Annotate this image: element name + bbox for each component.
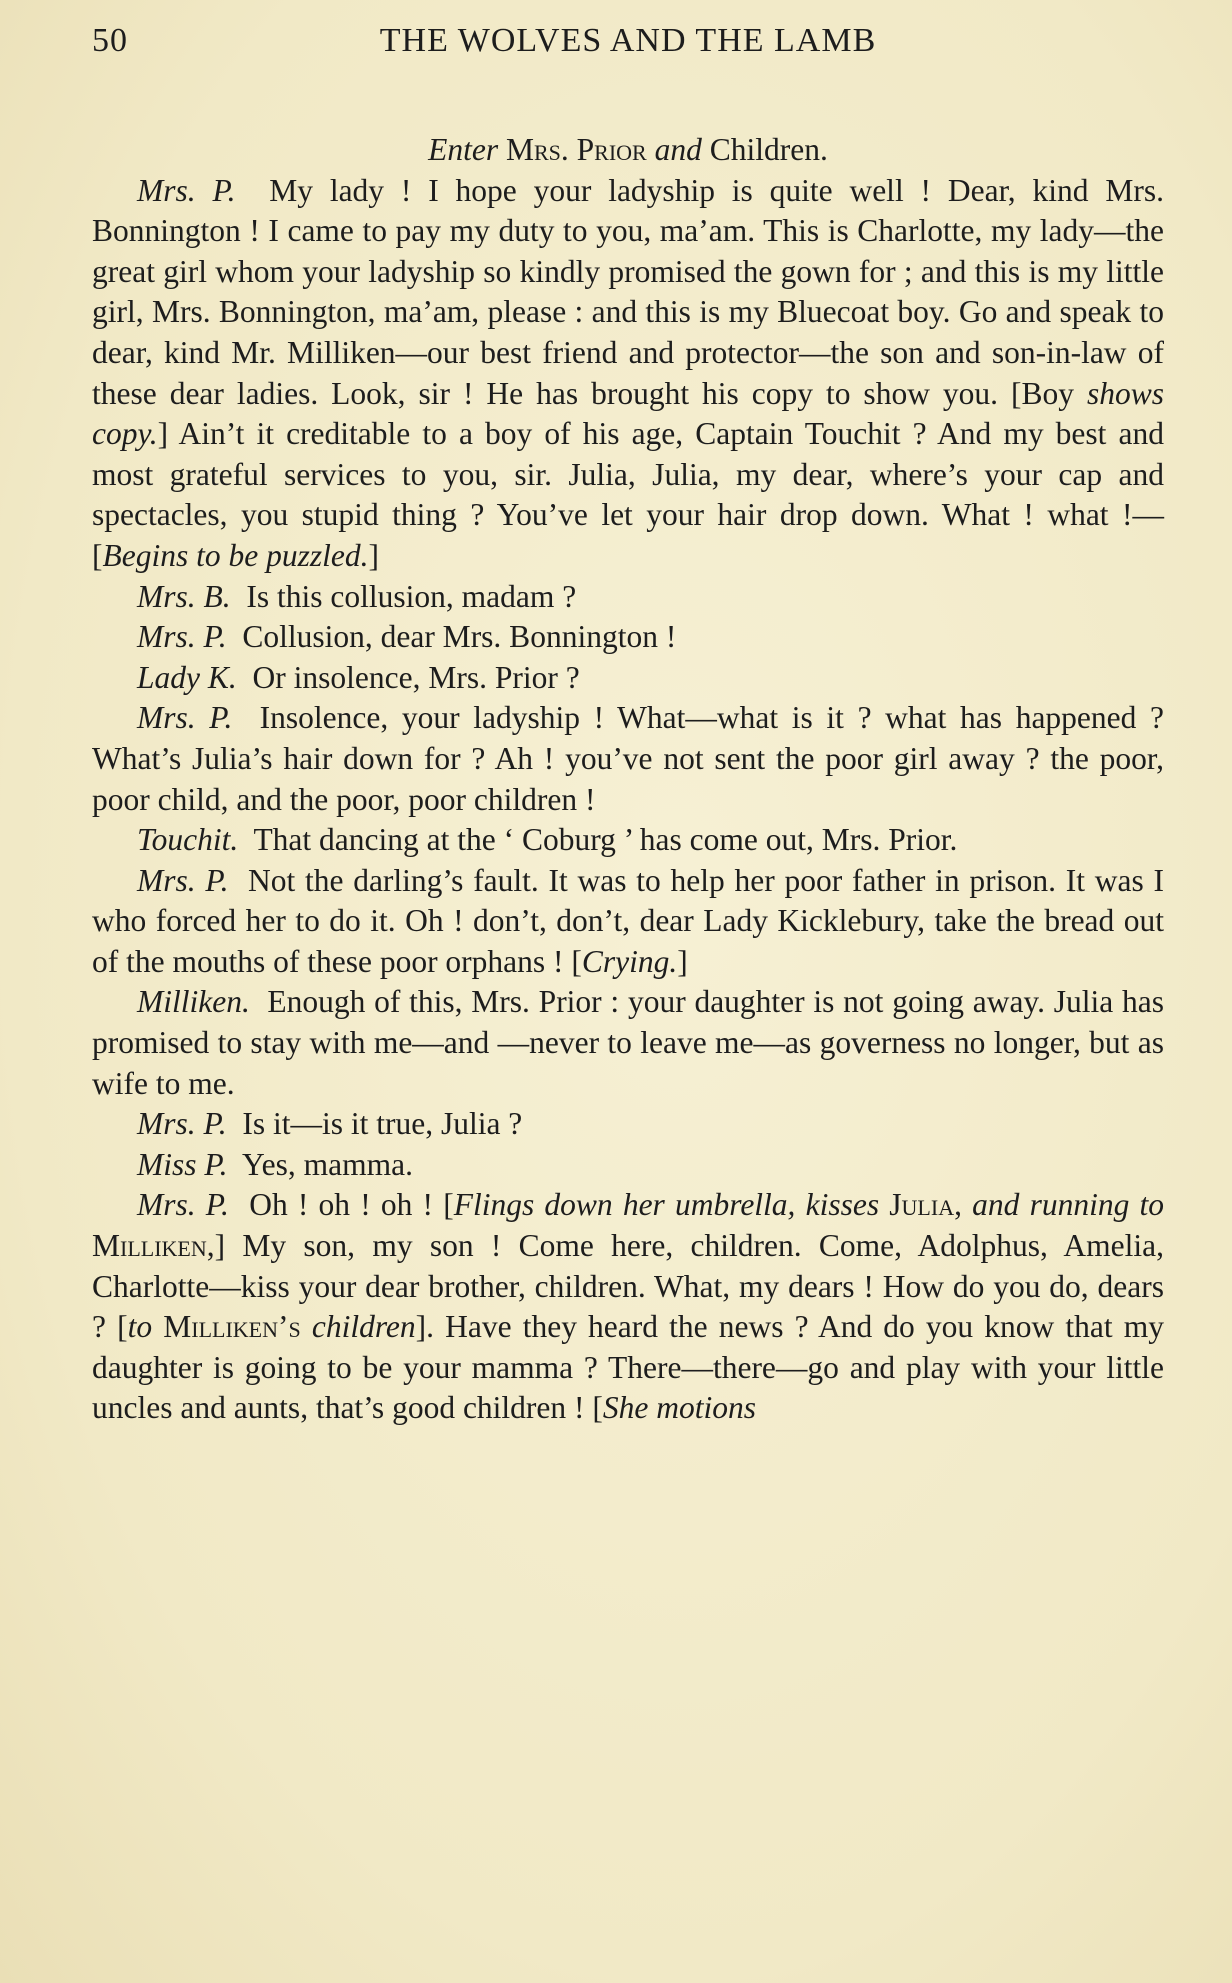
speech-text: Collusion, dear Mrs. Bonnington ! (242, 619, 677, 655)
page-number: 50 (92, 22, 128, 59)
speech-mrs-p-6 (92, 1185, 1164, 1429)
speaker-name: Mrs. B. (137, 578, 231, 614)
stage-direction-entrance (92, 130, 1164, 171)
character-name: Julia, (889, 1187, 962, 1223)
speech-text: My lady ! I hope your ladyship is quite well ! Dear, kind Mrs. Bonnington ! I came to pay my duty to you, ma’am. This is Charlotte, my lady—the great girl whom your ladyship so kindly promised the gown for ; and this is my little girl, Mrs. Bonnington, ma’am, please : and this is my Bluecoat boy. Go and speak to dear, kind Mr. Milliken—our best friend and protector—the son and son-in-law of these dear ladies. Look, sir ! He has brought his copy to show you. [Boy (92, 172, 1164, 411)
speech-text: Enough of this, Mrs. Prior : your daughter is not going away. Julia has promised to stay with me—and —never to leave me—as governess no longer, but as wife to me. (92, 984, 1165, 1101)
speaker-name: Mrs. P. (137, 172, 236, 208)
speech-mrs-p-1 (92, 171, 1164, 577)
speech-text: Insolence, your ladyship ! What—what is it ? what has happened ? What’s Julia’s hair down for ? Ah ! you’ve not sent the poor girl away ? the poor, poor child, and the poor, poor children ! (92, 700, 1165, 817)
stage-direction: shows copy. (92, 375, 1164, 452)
speech-text: That dancing at the ‘ Coburg ’ has come out, Mrs. Prior. (253, 822, 958, 858)
speech-mrs-b (92, 577, 1164, 618)
stage-direction: She motions (602, 1390, 757, 1426)
stage-direction: Flings down her umbrella, kisses (453, 1187, 880, 1223)
speech-text: Is this collusion, madam ? (246, 578, 577, 614)
speech-text: Not the darling’s fault. It was to help her poor father in prison. It was I who forced her to do it. Oh ! don’t, don’t, dear Lady Kicklebury, take the bread out of the mouths of these poor orphans ! [ (92, 862, 1165, 979)
entrance-rest: Children. (709, 132, 828, 167)
running-title: THE WOLVES AND THE LAMB (379, 22, 877, 59)
speaker-name: Touchit. (137, 822, 239, 858)
speech-text: Yes, mamma. (242, 1146, 413, 1182)
stage-direction: and running to (972, 1187, 1164, 1223)
speech-text: ] (677, 943, 688, 979)
speech-mrs-p-4 (92, 861, 1164, 983)
stage-direction: Begins to be puzzled. (102, 537, 369, 573)
character-name: Milliken, (92, 1228, 215, 1264)
speech-lady-k (92, 658, 1164, 699)
speech-text: ] My son, my son ! Come here, children. Come, Adolphus, Amelia, Charlotte—kiss your dear brother, children. What, my dears ! How do you do, dears ? [ (92, 1228, 1164, 1345)
speech-text: Oh ! oh ! oh ! [ (249, 1187, 454, 1223)
stage-direction: children (311, 1309, 416, 1345)
speaker-name: Mrs. P. (137, 1106, 227, 1142)
speaker-name: Mrs. P. (137, 862, 229, 898)
speech-milliken (92, 982, 1164, 1104)
character-name: Milliken’s (163, 1309, 301, 1345)
page-header (92, 22, 1164, 72)
entrance-enter: Enter (428, 132, 499, 167)
speech-text: Is it—is it true, Julia ? (242, 1106, 523, 1142)
speech-text: ] (368, 537, 379, 573)
page-body (92, 130, 1164, 1429)
speech-text: ]. Have they heard the news ? And do you know that my daughter is going to be your mamma ? There—there—go and play with your little uncles and aunts, that’s good children ! [ (92, 1309, 1165, 1426)
speaker-name: Mrs. P. (137, 1187, 229, 1223)
speech-mrs-p-3 (92, 698, 1164, 820)
stage-direction: to (127, 1309, 153, 1345)
speaker-name: Lady K. (137, 659, 237, 695)
speech-mrs-p-2 (92, 617, 1164, 658)
speech-touchit (92, 820, 1164, 861)
entrance-name: Mrs. Prior (505, 132, 647, 167)
speech-text: Or insolence, Mrs. Prior ? (252, 659, 580, 695)
stage-direction: Crying. (581, 943, 678, 979)
speaker-name: Milliken. (137, 984, 250, 1020)
speech-miss-p (92, 1145, 1164, 1186)
entrance-and: and (654, 132, 702, 167)
speaker-name: Mrs. P. (137, 700, 233, 736)
speaker-name: Mrs. P. (137, 619, 227, 655)
speaker-name: Miss P. (137, 1146, 228, 1182)
speech-text: ] Ain’t it creditable to a boy of his age, Captain Touchit ? And my best and most grateful services to you, sir. Julia, Julia, my dear, where’s your cap and spectacles, you stupid thing ? You’ve let your hair drop down. What ! what !—[ (92, 416, 1164, 573)
speech-mrs-p-5 (92, 1104, 1164, 1145)
